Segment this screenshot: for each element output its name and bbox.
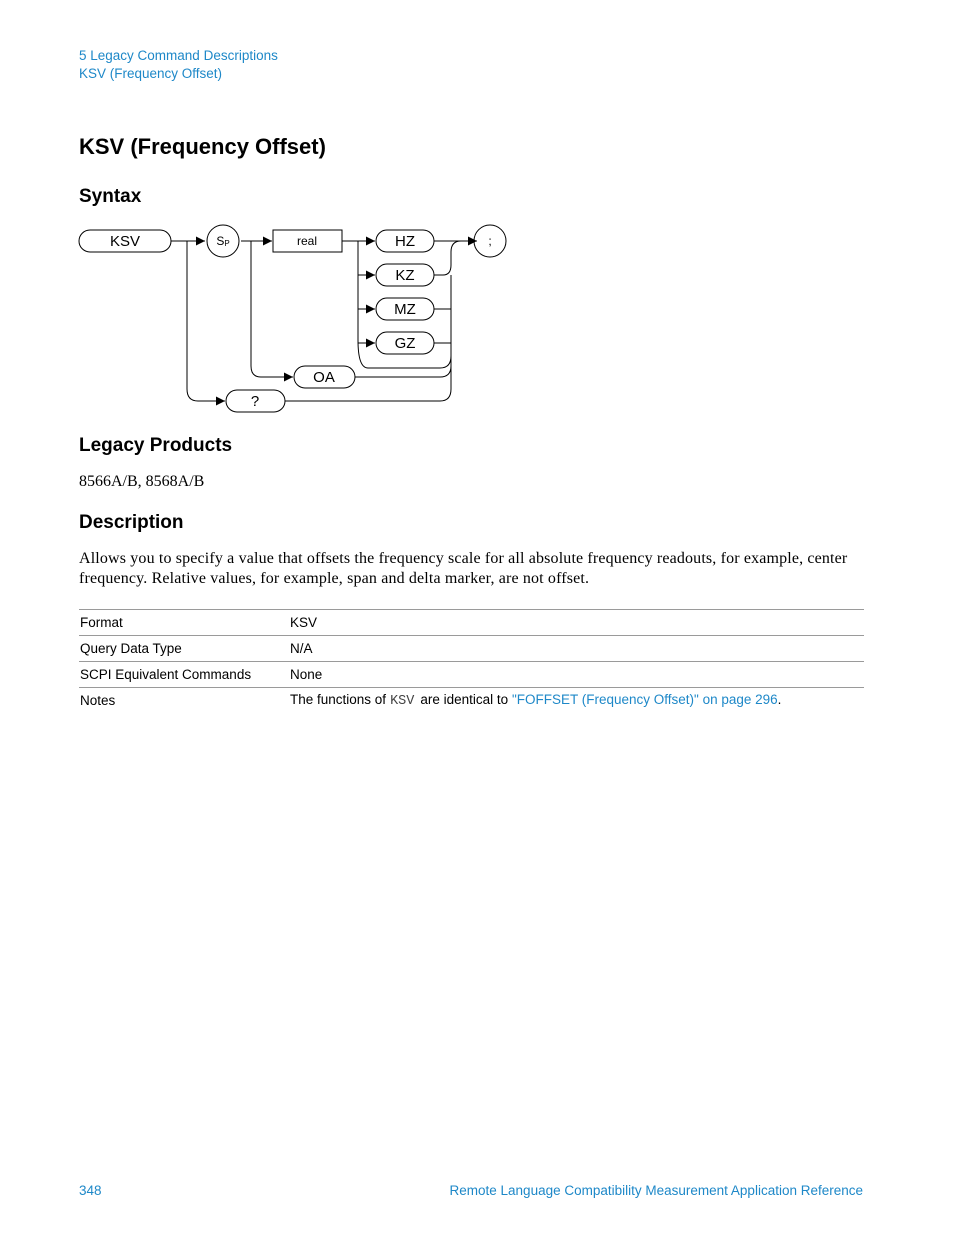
- page-number: 348: [79, 1183, 102, 1198]
- syntax-node-oa: OA: [313, 369, 335, 386]
- syntax-node-sp-sub: P: [224, 239, 230, 248]
- table-label: Query Data Type: [79, 636, 289, 662]
- table-value: N/A: [289, 636, 864, 662]
- table-row: [79, 688, 864, 714]
- description-text: Allows you to specify a value that offsets the frequency scale for all absolute frequency readouts, for example, center frequency. Relative values, for example, span and delta marker, are not offset.: [79, 550, 848, 587]
- syntax-diagram: [75, 220, 515, 416]
- legacy-products-text: 8566A/B, 8568A/B: [79, 473, 205, 490]
- properties-table: [79, 609, 864, 713]
- table-row: [79, 610, 864, 636]
- syntax-node-kz: KZ: [395, 267, 415, 284]
- table-value: None: [289, 662, 864, 688]
- footer-doc-title: Remote Language Compatibility Measurement Application Reference: [449, 1183, 863, 1198]
- syntax-node-semicolon: ;: [488, 234, 492, 248]
- notes-middle: are identical to: [420, 692, 509, 707]
- table-label: Format: [79, 610, 289, 636]
- syntax-node-sp-main: S: [216, 234, 225, 248]
- page-title: KSV (Frequency Offset): [79, 134, 326, 159]
- notes-value: [289, 688, 864, 714]
- syntax-node-sp: [216, 234, 229, 248]
- foffset-link[interactable]: "FOFFSET (Frequency Offset)" on page 296: [511, 692, 778, 707]
- table-label: SCPI Equivalent Commands: [79, 662, 289, 688]
- breadcrumb: [79, 47, 278, 83]
- breadcrumb-section[interactable]: KSV (Frequency Offset): [79, 66, 223, 81]
- table-label: Notes: [79, 688, 289, 714]
- breadcrumb-chapter[interactable]: 5 Legacy Command Descriptions: [79, 48, 278, 63]
- syntax-node-query: ?: [250, 393, 260, 410]
- table-row: [79, 636, 864, 662]
- syntax-node-hz: HZ: [395, 233, 415, 250]
- syntax-node-real: real: [296, 234, 318, 248]
- description-heading: Description: [79, 512, 184, 533]
- table-value: KSV: [289, 610, 864, 636]
- notes-code: KSV: [390, 694, 415, 709]
- legacy-products-heading: Legacy Products: [79, 435, 233, 456]
- notes-suffix: .: [777, 692, 782, 707]
- syntax-node-ksv: KSV: [109, 233, 141, 250]
- syntax-node-gz: GZ: [394, 335, 416, 352]
- syntax-node-mz: MZ: [394, 301, 416, 318]
- notes-prefix: The functions of: [290, 692, 387, 707]
- syntax-heading: Syntax: [79, 186, 142, 207]
- table-row: [79, 662, 864, 688]
